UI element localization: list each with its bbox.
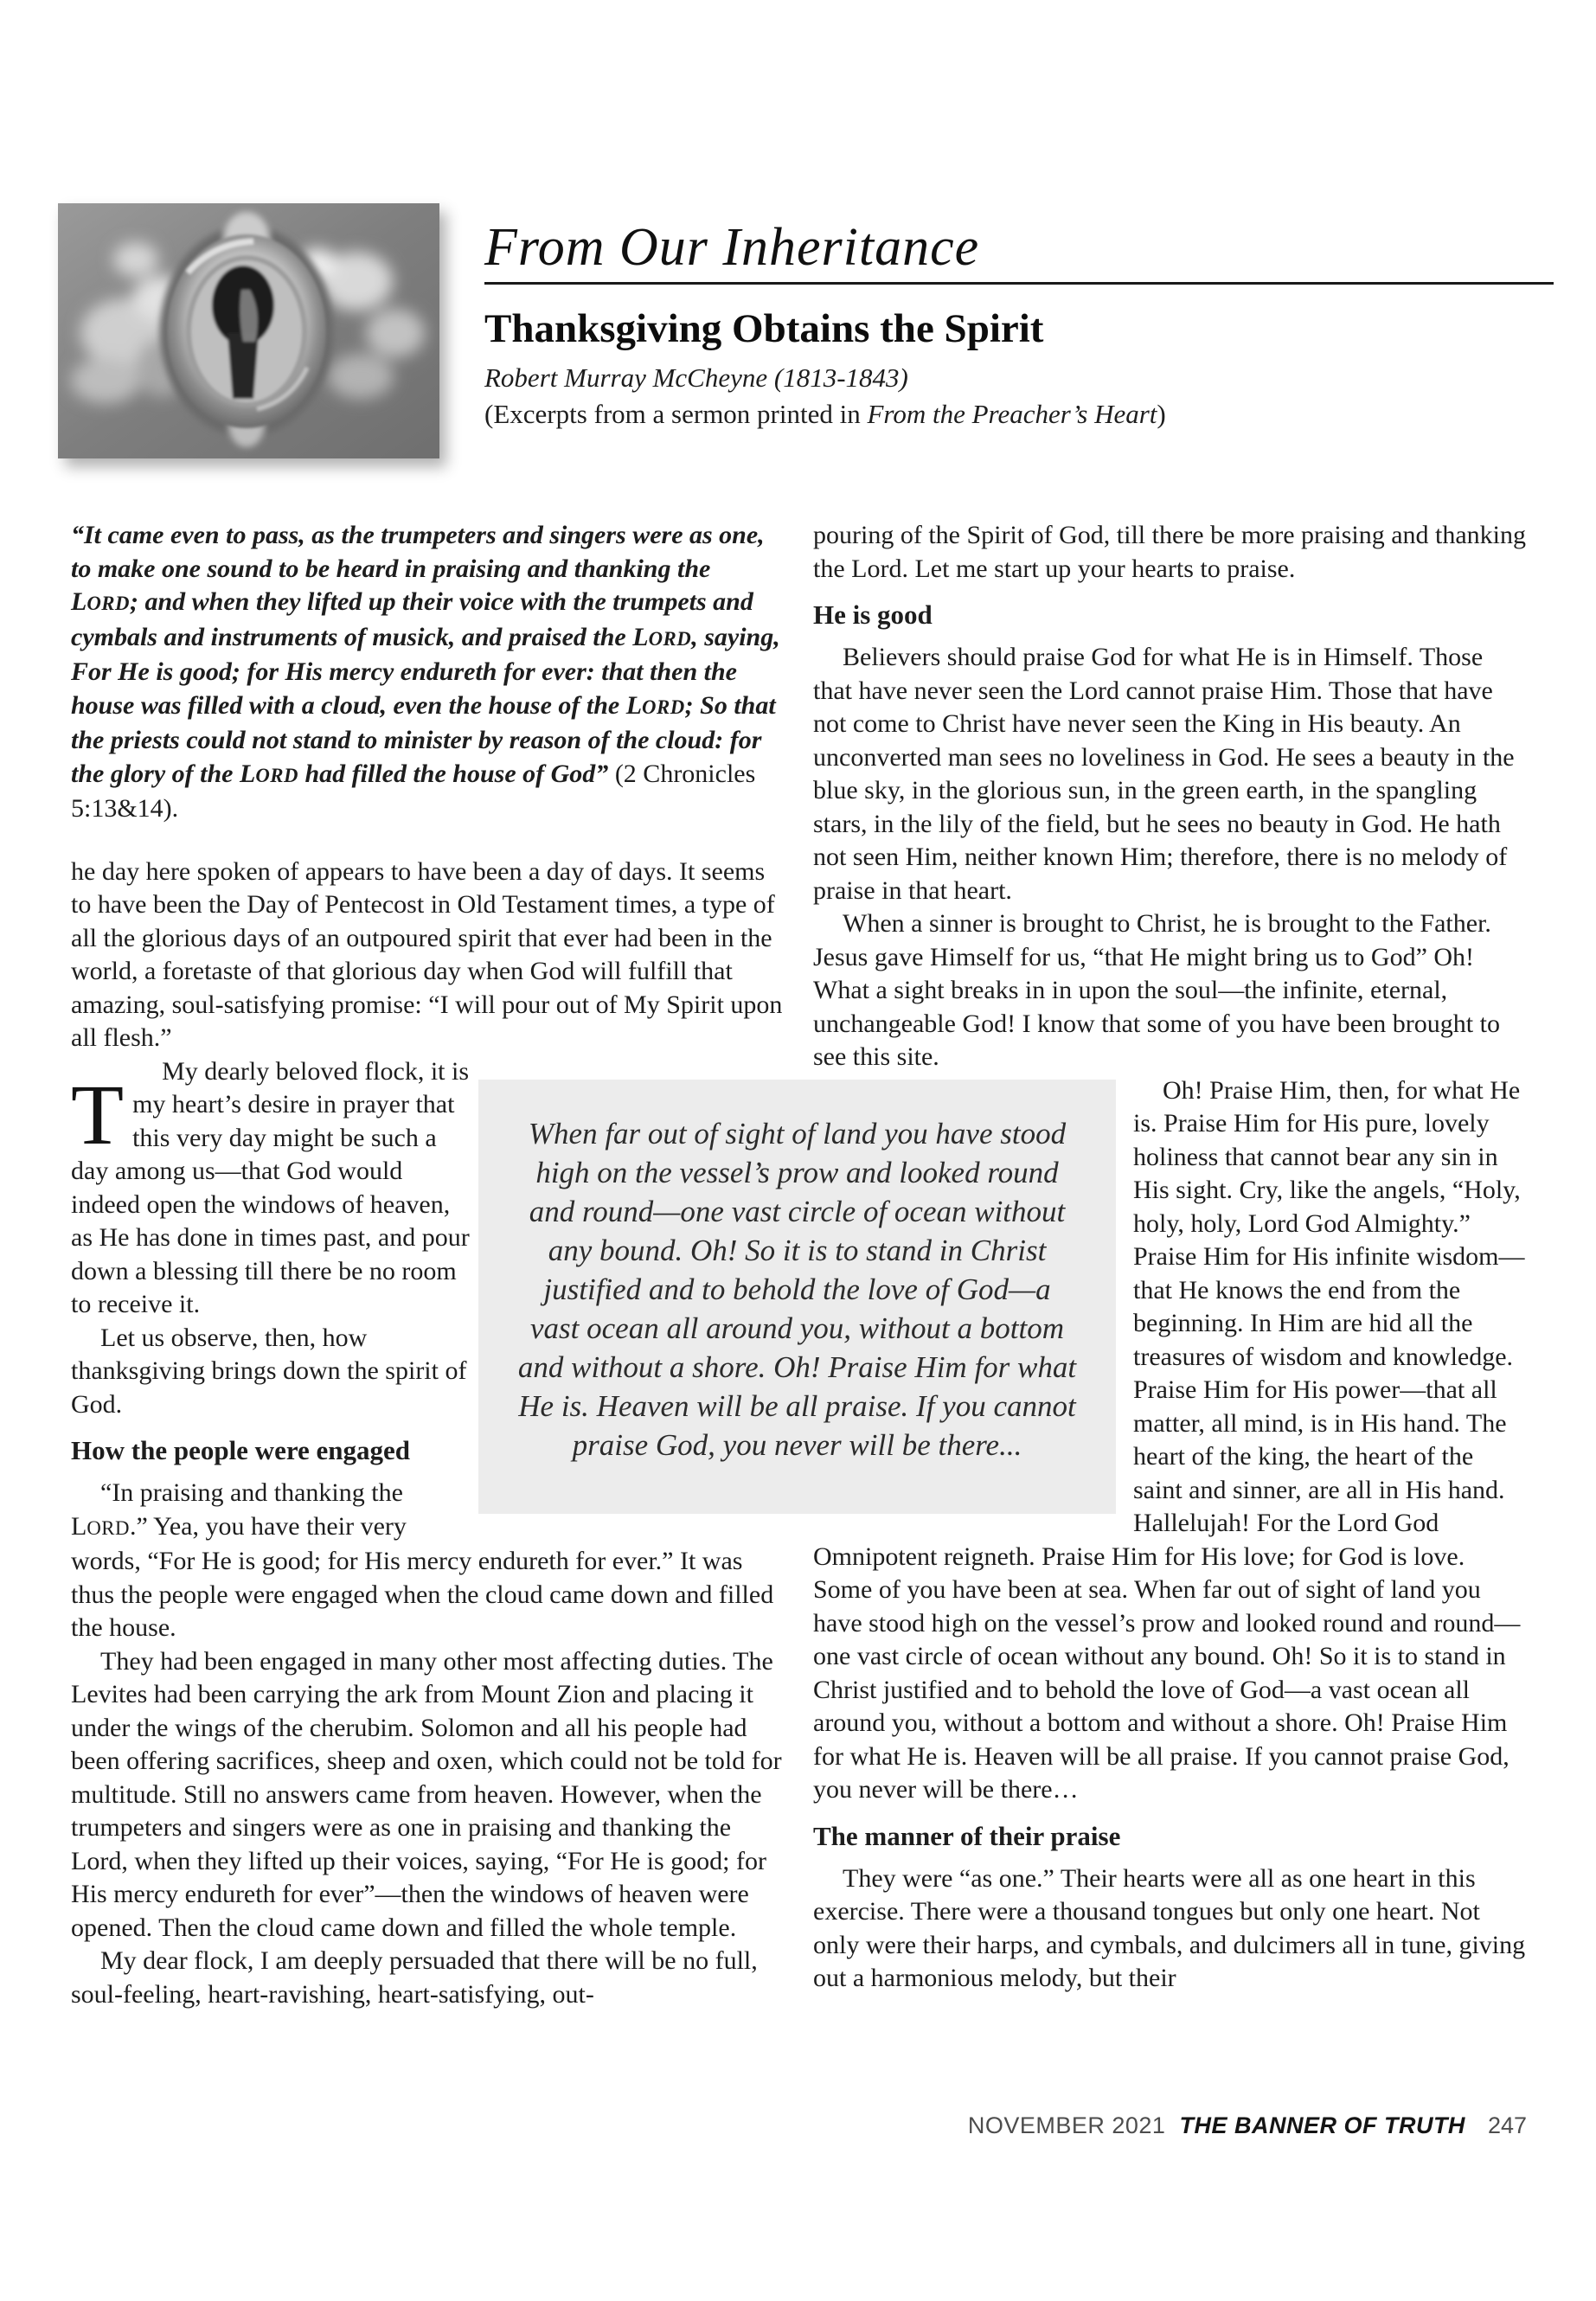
- paragraph: “In praising and thanking the LORD.” Yea, you have their very words, “For He is good; for His mercy endureth for ever.” It was thus the people were engaged when the cloud came down and filled the house.: [71, 1478, 774, 1642]
- keyhole-photo: [58, 203, 439, 458]
- scripture-text: “It came even to pass, as the trumpeters and singers were as one, to make one sound to be heard in praising and thanking the LORD; and when they lifted up their voice with the trumpets and cymbals and instruments of musick, and praised the LORD, saying, For He is good; for His mercy endureth for ever: that then the house was filled with a cloud, even the house of the LORD; So that the priests could not stand to minister by reason of the cloud: for the glory of the LORD had filled the house of God”: [71, 521, 780, 788]
- article-header: [484, 218, 1554, 430]
- paragraph: They had been engaged in many other most affecting duties. The Levites had been carrying the ark from Mount Zion and placing it under the wings of the cherubim. Solomon and all his people had been offering sacrifices, sheep and oxen, which could not be told for multitude. Still no answers came from heaven. However, when the trumpeters and singers were as one in praising and thanking the Lord, when they lifted up their voices, saying, “For He is good; for His mercy endureth for ever”—then the windows of heaven were opened. Then the cloud came down and filled the whole temple.: [71, 1646, 782, 1942]
- header-rule: [484, 282, 1554, 285]
- excerpt-note: [484, 399, 1554, 430]
- article-title: Thanksgiving Obtains the Spirit: [484, 306, 1044, 352]
- issue-date: NOVEMBER 2021: [967, 2112, 1166, 2138]
- subheading-how-the-people-were-engaged: How the people were engaged: [71, 1435, 411, 1465]
- paragraph: [71, 856, 783, 1163]
- paragraph: My dearly beloved flock, it is my heart’s desire in prayer that this very day might be such a day among us—that God would indeed open the windows of heaven, as He has done in times past, and pour down a blessing till there be no room to receive it.: [71, 1056, 470, 1318]
- scripture-reference: (2 Chronicles 5:13&14).: [71, 759, 756, 823]
- drop-cap: T: [71, 1067, 125, 1163]
- paragraph: My dear flock, I am deeply persuaded that there will be no full, soul-feeling, heart-ravishing, heart-satisfying, out-: [71, 1946, 758, 2009]
- subheading-the-manner-of-their-praise: The manner of their praise: [813, 1820, 1121, 1851]
- excerpt-source-title: From the Preacher’s Heart: [867, 398, 1157, 429]
- pull-quote-text: When far out of sight of land you have stood high on the vessel’s prow and looked round and round—one vast circle of ocean without any bound. Oh! So it is to stand in Christ justified and to behold the love of God—a vast ocean all around you, without a bottom and without a shore. Oh! Praise Him for what He is. Heaven will be all praise. If you cannot praise God, you never will be there...: [517, 1117, 1077, 1462]
- section-title: From Our Inheritance: [484, 218, 980, 277]
- pullquote-spacer: [813, 1080, 1133, 1524]
- opening-scripture-quote: [71, 519, 783, 826]
- page-footer: [968, 2112, 1527, 2139]
- page-number: 247: [1487, 2112, 1527, 2138]
- paragraph: Let us observe, then, how thanksgiving brings down the spirit of God.: [71, 1323, 467, 1419]
- paragraph: Believers should praise God for what He is in Himself. Those that have never seen the Lord cannot praise Him. Those that have not come to Christ have never seen the King in His beauty. An unconverted man sees no loveliness in God. He sees a beauty in the blue sky, in the glorious sun, in the green earth, in the spangling stars, in the lily of the field, but he sees no beauty in God. He hath not seen Him, neither known Him; therefore, there is no melody of praise in that heart.: [813, 643, 1515, 905]
- paragraph: They were “as one.” Their hearts were all as one heart in this exercise. There were a thousand tongues but only one heart. Not only were their harps, and cymbals, and dulcimers all in tune, giving out a harmonious melody, but their: [813, 1863, 1526, 1992]
- paragraph-text: he day here spoken of appears to have been a day of days. It seems to have been the Day of Pentecost in Old Testament times, a type of all the glorious days of an outpoured spirit that ever had been in the world, a foretaste of that glorious day when God will fulfill that amazing, soul-satisfying promise: “I will pour out of My Spirit upon all flesh.”: [71, 856, 783, 1052]
- paragraph: pouring of the Spirit of God, till there be more praising and thanking the Lord. Let me start up your hearts to praise.: [813, 521, 1527, 583]
- excerpt-prefix: (Excerpts from a sermon printed in: [484, 398, 868, 429]
- right-column: [813, 519, 1527, 1996]
- paragraph: When a sinner is brought to Christ, he is brought to the Father. Jesus gave Himself for us, “that He might bring us to God” Oh! What a sight breaks in in upon the soul—the infinite, eternal, unchangeable God! I know that some of you have been brought to see this site.: [813, 909, 1500, 1071]
- subheading-he-is-good: He is good: [813, 599, 933, 630]
- author-byline: Robert Murray McCheyne (1813-1843): [484, 362, 908, 393]
- excerpt-suffix: ): [1157, 398, 1166, 429]
- keyhole-photo-art: [58, 203, 439, 458]
- magazine-name: THE BANNER OF TRUTH: [1179, 2112, 1465, 2138]
- paragraph: Oh! Praise Him, then, for what He is. Praise Him for His pure, lovely holiness that cannot bear any sin in His sight. Cry, like the angels, “Holy, holy, holy, Lord God Almighty.” Praise Him for His infinite wisdom—that He knows the end from the beginning. In Him are hid all the treasures of wisdom and knowledge. Praise Him for His power—that all matter, all mind, is in His hand. The heart of the king, the heart of the saint and sinner, are all in His hand. Hallelujah! For the Lord God Omnipotent reigneth. Praise Him for His love; for God is love. Some of you have been at sea. When far out of sight of land you have stood high on the vessel’s prow and looked round and round—one vast circle of ocean without any bound. Oh! So it is to stand in Christ justified and to behold the love of God—a vast ocean all around you, without a bottom and without a shore. Oh! Praise Him for what He is. Heaven will be all praise. If you cannot praise God, you never will be there…: [813, 1075, 1525, 1804]
